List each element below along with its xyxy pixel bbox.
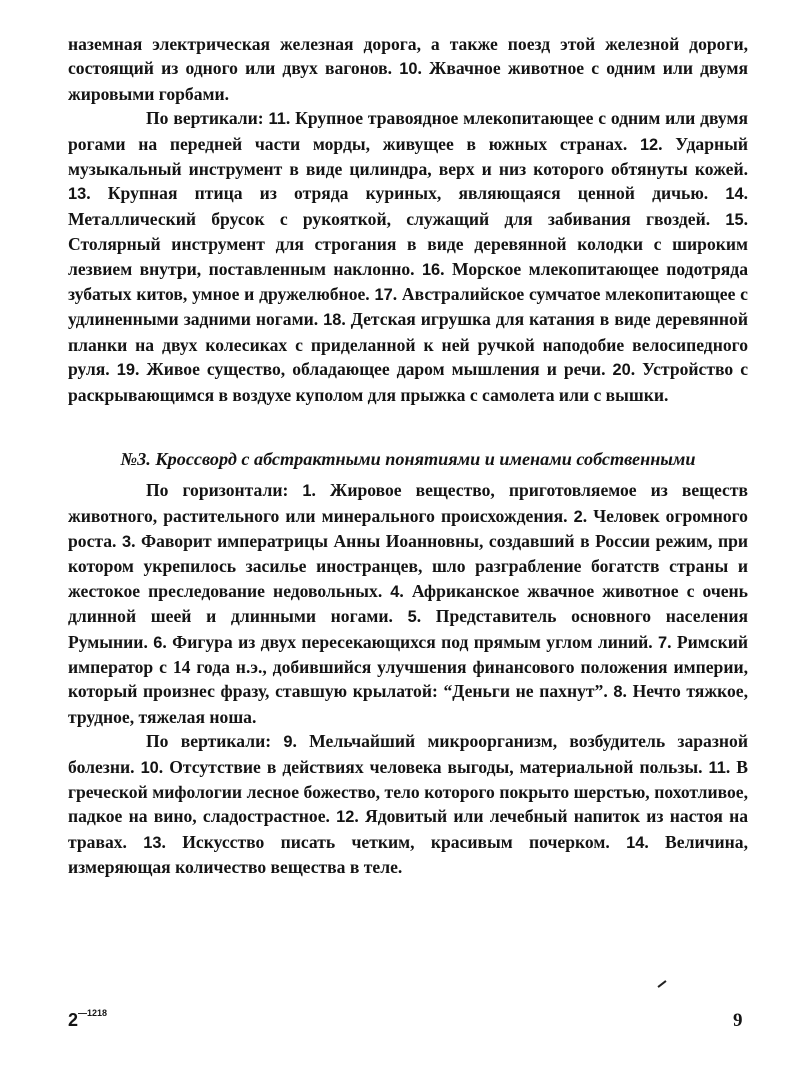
clue-number: 16 [421,260,441,279]
clue-text: . Отсутствие в действиях человека выгоды, материальной пользы. [158,756,709,777]
page-number: 9 [733,1010,743,1031]
signature-mark [68,1010,107,1031]
clue-text: . Устройство с раскрывающимся в воздухе куполом для прыжка с самолета или с вышки. [68,359,749,405]
clue-text: . Металлический брусок с рукояткой, служащий для забивания гвоздей. [68,183,748,229]
clue-number: 11 [268,110,286,129]
vertical-clues-section [68,106,748,407]
clue-text: . Детская игрушка для катания в виде деревянной планки на двух колесиках с приделанной к ней ручкой наподобие велосипедного руля. [68,309,748,380]
section-heading: №3. Кроссворд с абстрактными понятиями и именами собственными [120,449,696,470]
clue-text: . Столярный инструмент для строгания в виде деревянной колодки с широким лезвием внутри, поставленным наклонно. [68,208,748,279]
clue-number: 17 [374,286,393,305]
horizontal-clues-section [68,478,748,729]
clue-number: 9 [283,733,293,752]
clue-text: . Человек огромного роста. [68,505,748,551]
clue-number: 13 [68,185,87,204]
clue-text: . Ядовитый или лечебный напиток из настоя на травах. [68,806,749,852]
clue-text: наземная электрическая железная дорога, а также поезд этой железной дороги, состоящий из одного или двух вагонов. [68,34,748,79]
clue-text: . Представитель основного населения Румынии. [68,606,748,652]
clue-text: . Мельчайший микроорганизм, возбудитель заразной болезни. [68,731,748,777]
clue-text: . Морское млекопитающее подотряда зубатых китов, умное и дружелюбное. [68,258,748,305]
clue-number: 14 [725,185,744,204]
clue-number: 4 [390,582,400,601]
clue-text: . Величина, измеряющая количество вещества в теле. [68,831,748,878]
clue-number: 7 [658,633,668,652]
clue-number: 10 [399,60,418,79]
page-body [68,32,748,880]
clue-number: 14 [626,833,645,852]
clue-number: 20 [612,361,631,380]
clue-number: 1 [302,482,312,501]
clue-number: 13 [143,833,162,852]
section-label: По горизонтали: [146,480,289,501]
clue-text: . Жвачное животное с одним или двумя жировыми горбами. [68,58,748,104]
signature-code: —1218 [78,1008,108,1018]
clue-number: 3 [121,532,132,551]
horizontal-clues-continued [68,32,748,106]
clue-text: . Крупная птица из отряда куриных, являющаяся ценной дичью. [86,183,726,204]
pencil-mark [657,980,666,988]
clue-text: . В греческой мифологии лесное божество, тело которого покрыто шерстью, похотливое, падкое на вино, сладострастное. [68,756,748,827]
clue-text: . Крупное травоядное млекопитающее с одним или двумя рогами на передней части морды, живущее в южных странах. [68,108,748,154]
clue-number: 5 [407,608,417,627]
clue-number: 19 [116,361,135,380]
clue-text: . Нечто тяжкое, трудное, тяжелая ноша. [68,681,748,727]
clue-number: 18 [323,311,342,330]
clue-number: 11 [708,758,726,777]
clue-number: 10 [140,758,159,777]
clue-text: . Ударный музыкальный инструмент в виде цилиндра, верх и низ которого обтянуты кожей. [68,133,748,180]
clue-number: 12 [336,808,355,827]
clue-number: 15 [725,210,744,229]
clue-text: . Фигура из двух пересекающихся под прямым углом линий. [162,631,659,652]
signature-number: 2 [68,1010,79,1030]
clue-text: . Живое существо, обладающее даром мышления и речи. [134,359,613,380]
clue-number: 12 [639,135,659,154]
clue-text: . Австралийское сумчатое млекопитающее с удлиненными задними ногами. [68,284,748,330]
clue-number: 2 [573,507,583,526]
section-label: По вертикали [146,108,258,129]
clue-text: . Искусство писать четким, красивым почерком. [161,831,627,852]
section-label: По вертикали: [146,731,272,752]
clue-number: 6 [153,633,163,652]
label-colon: : [257,108,269,129]
clue-text: . Африканское жвачное животное с очень длинной шеей и длинными ногами. [68,580,748,627]
clue-text: . Римский император с 14 года н.э., добившийся улучшения финансового положения империи, который произнес фразу, ставшую крылатой: “Деньги не пахнут”. [68,631,749,702]
clue-number: 8 [613,683,623,702]
vertical-clues-section-2 [68,729,748,879]
clue-text: . Жировое вещество, приготовляемое из веществ животного, растительного или минерального происхождения. [68,480,749,526]
clue-text: . Фаворит императрицы Анны Иоанновны, создавший в России режим, при котором укрепилось засилье иностранцев, шло разграбление богатств страны и жестокое преследование недовольных. [68,530,748,601]
